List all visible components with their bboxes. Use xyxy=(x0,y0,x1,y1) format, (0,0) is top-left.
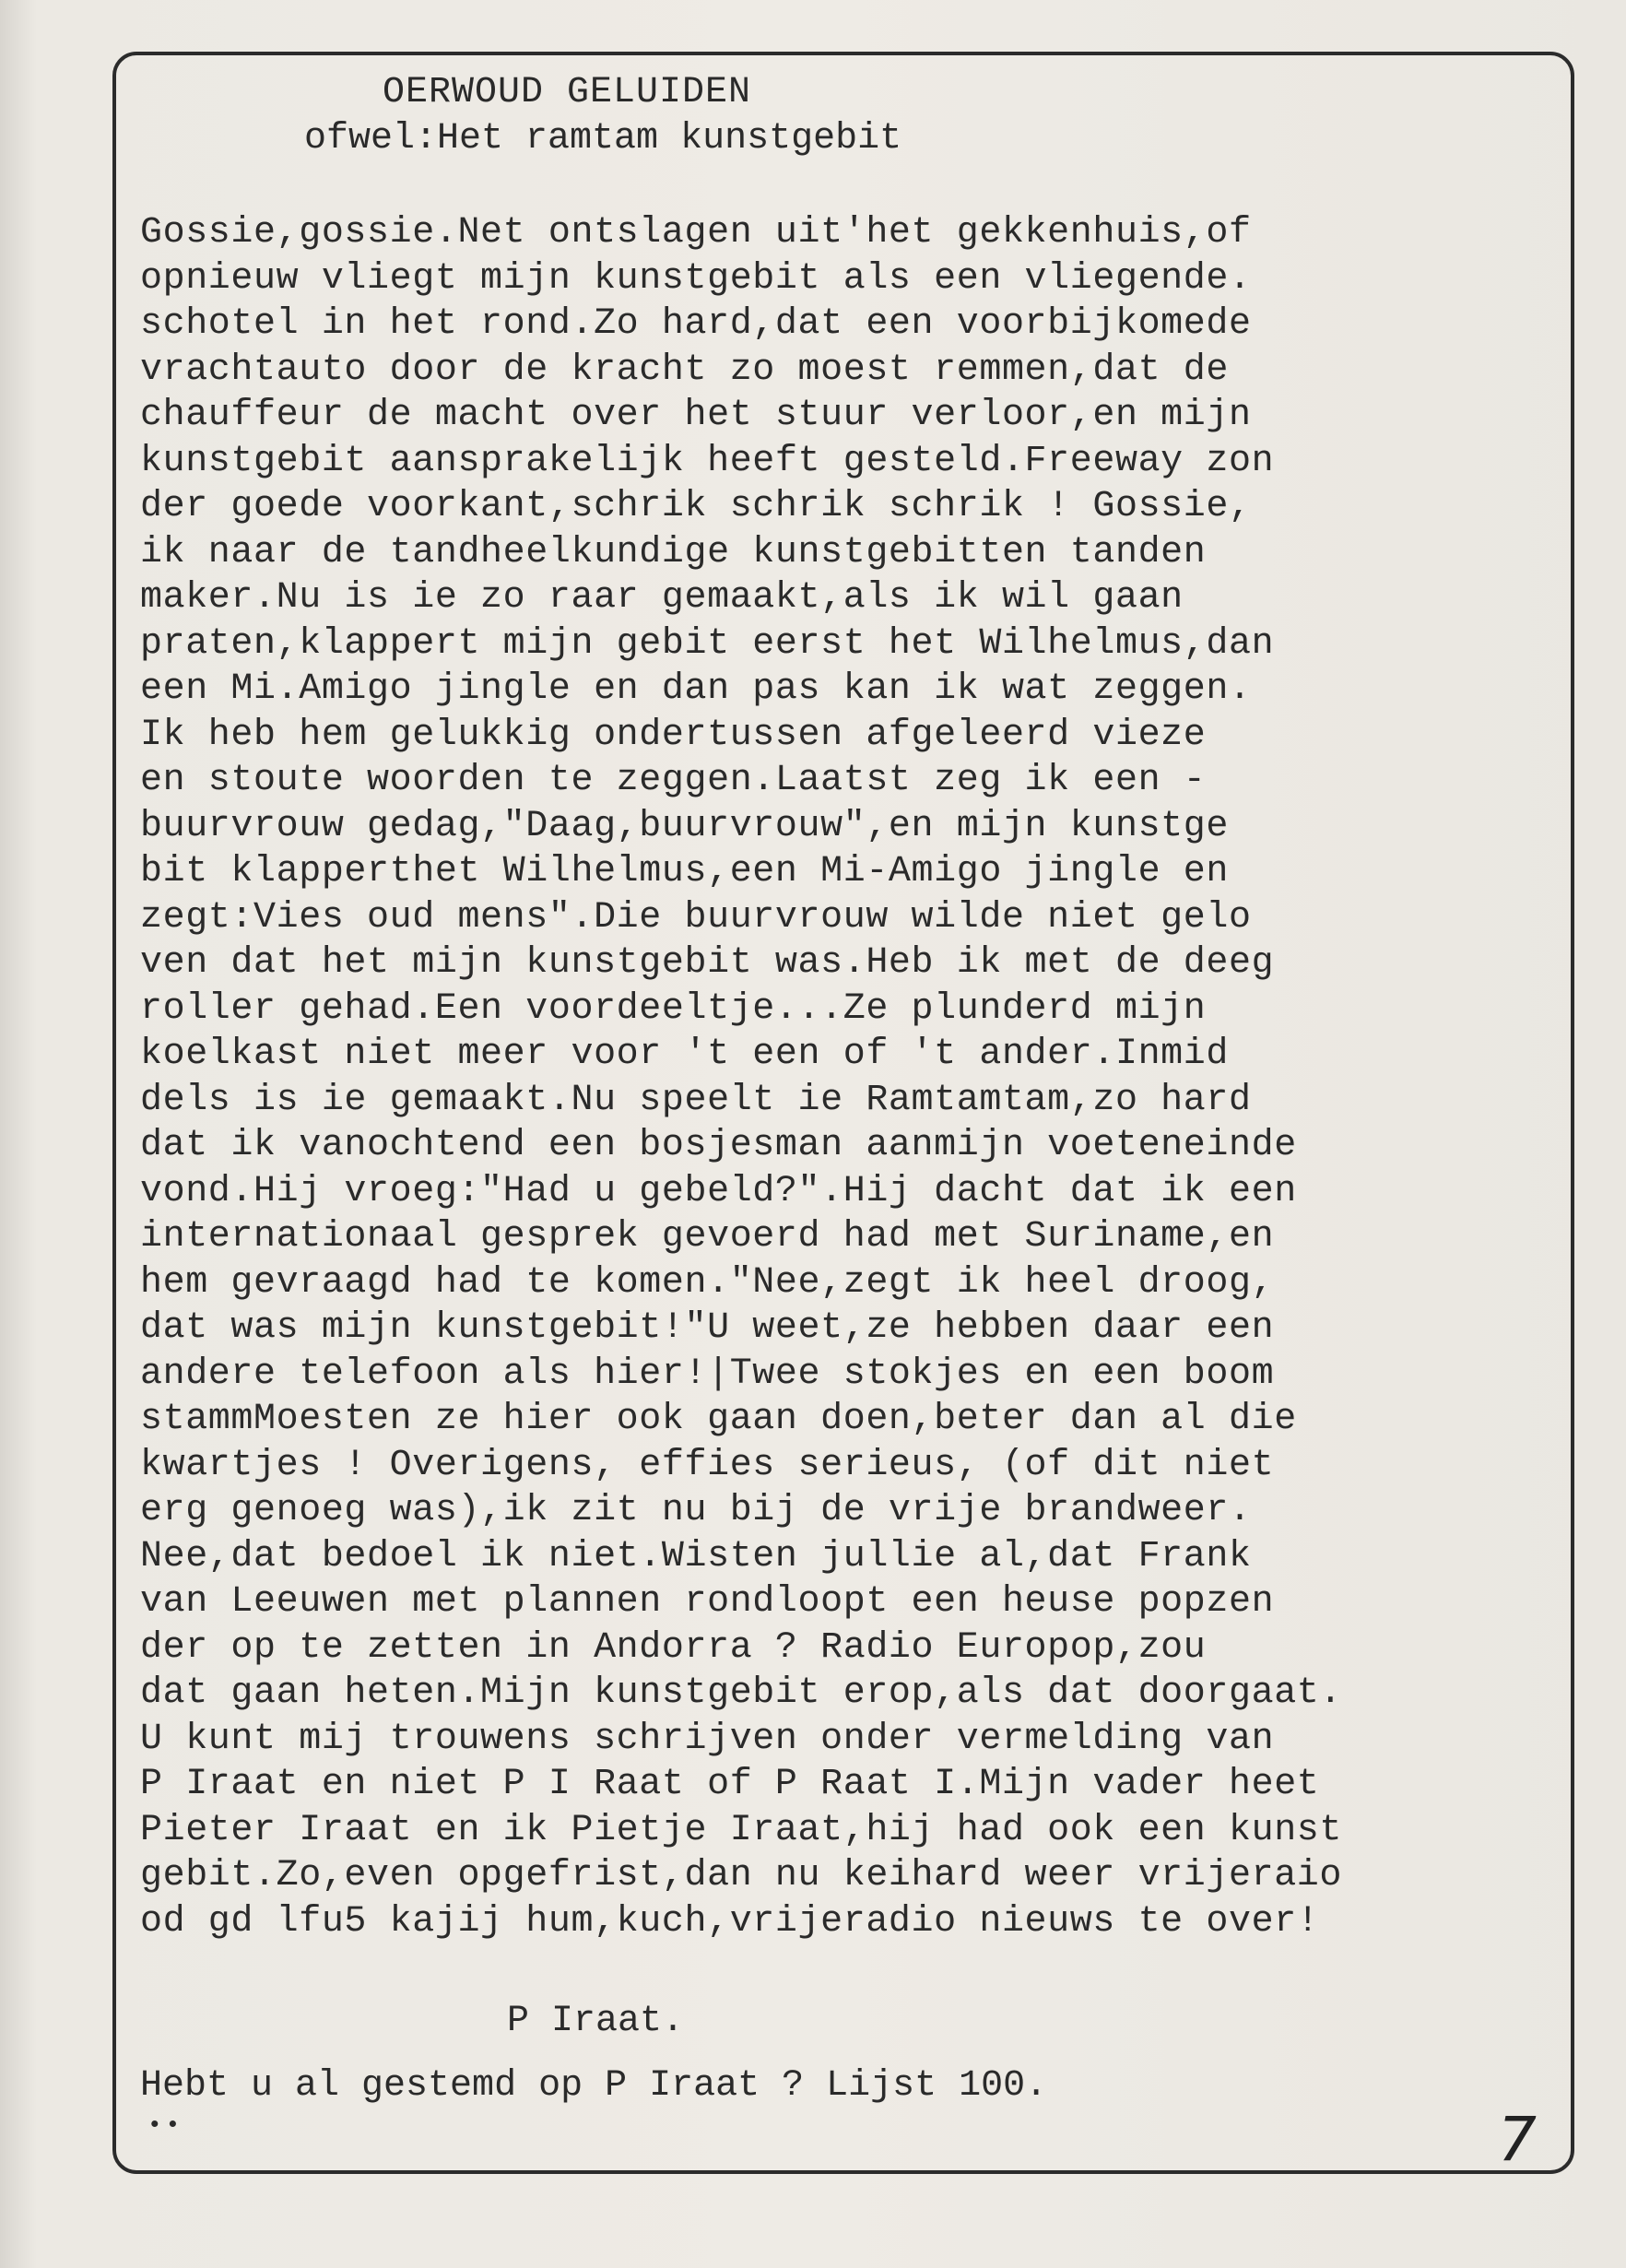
article-body xyxy=(140,210,1560,1944)
body-line: vrachtauto door de kracht zo moest remmen,dat de xyxy=(140,348,1229,391)
body-line: Pieter Iraat en ik Pietje Iraat,hij had ook een kunst xyxy=(140,1809,1343,1851)
article-subtitle: ofwel:Het ramtam kunstgebit xyxy=(304,118,902,159)
body-line: bit klapperthet Wilhelmus,een Mi-Amigo jingle en xyxy=(140,851,1229,892)
body-line: hem gevraagd had te komen."Nee,zegt ik heel droog, xyxy=(140,1261,1275,1304)
body-line: Gossie,gossie.Net ontslagen uit'het gekkenhuis,of xyxy=(140,212,1252,254)
body-line: roller gehad.Een voordeeltje...Ze plunderd mijn xyxy=(140,987,1207,1030)
body-line: stammMoesten ze hier ook gaan doen,beter dan al die xyxy=(140,1399,1297,1440)
body-line: od gd lfu5 kajij hum,kuch,vrijeradio nieuws te over! xyxy=(140,1900,1320,1943)
body-line: U kunt mij trouwens schrijven onder vermelding van xyxy=(140,1718,1275,1760)
body-line: een Mi.Amigo jingle en dan pas kan ik wat zeggen. xyxy=(140,668,1252,710)
body-line: P Iraat en niet P I Raat of P Raat I.Mijn vader heet xyxy=(140,1764,1320,1805)
body-line: opnieuw vliegt mijn kunstgebit als een vliegende. xyxy=(140,257,1252,300)
body-line: buurvrouw gedag,"Daag,buurvrouw",en mijn kunstge xyxy=(140,805,1229,847)
footer-note: Hebt u al gestemd op P Iraat ? Lijst 100. xyxy=(140,2065,1048,2107)
body-line: gebit.Zo,even opgefrist,dan nu keihard weer vrijeraio xyxy=(140,1855,1343,1896)
body-line: dels is ie gemaakt.Nu speelt ie Ramtamtam,zo hard xyxy=(140,1079,1252,1121)
body-line: koelkast niet meer voor 't een of 't ander.Inmid xyxy=(140,1034,1229,1075)
body-line: zegt:Vies oud mens".Die buurvrouw wilde niet gelo xyxy=(140,896,1252,939)
body-line: Ik heb hem gelukkig ondertussen afgeleerd vieze xyxy=(140,714,1207,756)
body-line: dat ik vanochtend een bosjesman aanmijn voeteneinde xyxy=(140,1125,1297,1166)
body-line: internationaal gesprek gevoerd had met Suriname,en xyxy=(140,1216,1275,1258)
body-line: andere telefoon als hier!|Twee stokjes en een boom xyxy=(140,1353,1275,1395)
article-title: OERWOUD GELUIDEN xyxy=(383,72,752,113)
body-line: dat gaan heten.Mijn kunstgebit erop,als dat doorgaat. xyxy=(140,1672,1343,1714)
body-line: erg genoeg was),ik zit nu bij de vrije brandweer. xyxy=(140,1490,1252,1531)
body-line: der goede voorkant,schrik schrik schrik ! Gossie, xyxy=(140,486,1252,527)
body-line: van Leeuwen met plannen rondloopt een heuse popzen xyxy=(140,1581,1275,1623)
body-line: Nee,dat bedoel ik niet.Wisten jullie al,dat Frank xyxy=(140,1535,1252,1577)
body-line: der op te zetten in Andorra ? Radio Europop,zou xyxy=(140,1626,1207,1669)
author-signature: P Iraat. xyxy=(507,2001,685,2042)
body-line: kwartjes ! Overigens, effies serieus, (of dit niet xyxy=(140,1444,1275,1486)
body-line: schotel in het rond.Zo hard,dat een voorbijkomede xyxy=(140,303,1252,345)
body-line: en stoute woorden te zeggen.Laatst zeg ik een - xyxy=(140,760,1207,801)
body-line: ven dat het mijn kunstgebit was.Heb ik met de deeg xyxy=(140,942,1275,984)
body-line: kunstgebit aansprakelijk heeft gesteld.Freeway zon xyxy=(140,440,1275,482)
body-line: praten,klappert mijn gebit eerst het Wilhelmus,dan xyxy=(140,622,1275,665)
body-line: maker.Nu is ie zo raar gemaakt,als ik wil gaan xyxy=(140,577,1184,619)
page-number: 7 xyxy=(1498,2104,1537,2175)
body-line: dat was mijn kunstgebit!"U weet,ze hebben daar een xyxy=(140,1307,1275,1349)
footer-dots: •• xyxy=(147,2111,184,2139)
body-line: chauffeur de macht over het stuur verloor,en mijn xyxy=(140,395,1252,436)
body-line: vond.Hij vroeg:"Had u gebeld?".Hij dacht dat ik een xyxy=(140,1170,1297,1212)
body-line: ik naar de tandheelkundige kunstgebitten tanden xyxy=(140,531,1207,573)
